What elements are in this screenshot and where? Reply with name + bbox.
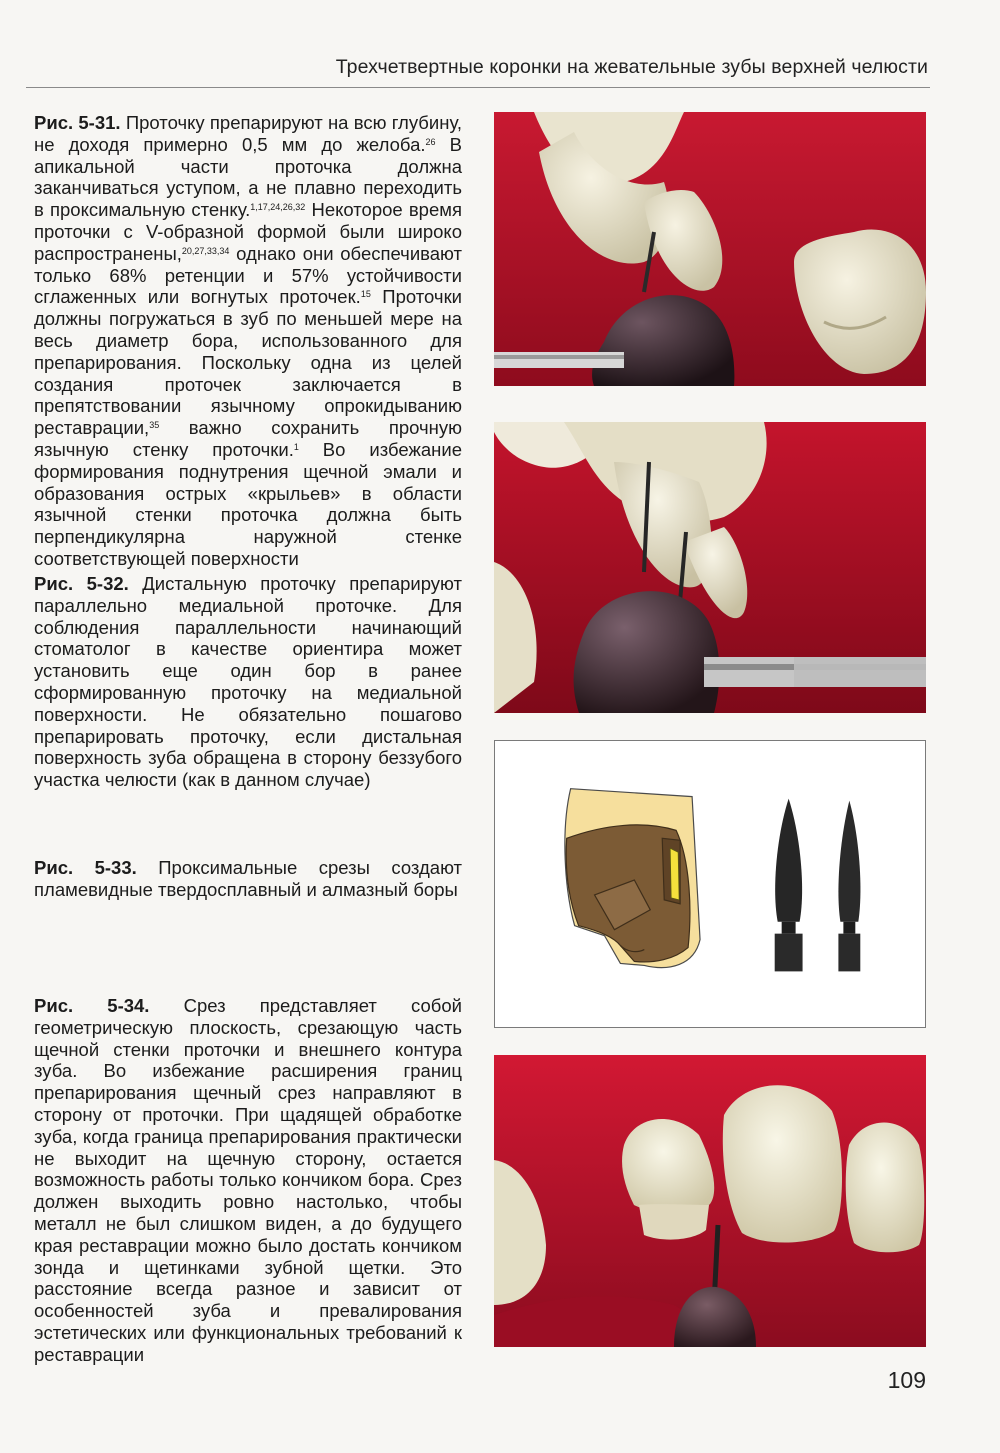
reference-superscript: 35: [149, 420, 160, 431]
caption-5-32: [34, 573, 462, 791]
caption-text: Проксимальные срезы создают пламевидные твердосплавный и алмазный боры: [34, 857, 463, 900]
figure-5-34-photo: [494, 1055, 926, 1347]
caption-body: [34, 995, 462, 1365]
figure-5-33-diagram: [494, 740, 926, 1028]
caption-label: Рис. 5-32.: [34, 573, 129, 594]
caption-5-33: [34, 857, 462, 901]
caption-text: Проточку препарируют на всю глубину, не доходя примерно 0,5 мм до желоба.: [34, 112, 462, 155]
caption-body: [34, 112, 462, 569]
reference-superscript: 1: [293, 441, 299, 452]
caption-label: Рис. 5-34.: [34, 995, 150, 1016]
caption-body: [34, 573, 462, 790]
reference-superscript: 1,17,24,26,32: [250, 202, 306, 213]
caption-label: Рис. 5-31.: [34, 112, 121, 133]
caption-5-31: [34, 112, 462, 570]
caption-text: Дистальную проточку препарируют параллельно медиальной проточке. Для соблюдения параллельности начинающий стоматолог в качестве ориентира может установить еще один бор в ранее сформированную проточку на медиальной поверхности. Не обязательно пошагово препарировать проточку, если дистальная поверхность зуба обращена в сторону беззубого участка челюсти (как в данном случае): [34, 573, 463, 791]
caption-text: Проточки должны погружаться в зуб по меньшей мере на весь диаметр бора, использованного для препарирования. Поскольку одна из целей создания проточек заключается в препятствовании язычному опрокидыванию реставрации,: [34, 286, 462, 439]
caption-text: Срез представляет собой геометрическую плоскость, срезающую часть щечной стенки проточки и внешнего контура зуба. Во избежание расширения границ препарирования щечный срез направляют в сторону от проточки. При щадящей обработке зуба, когда граница препарирования практически не выходит на щечную сторону, остается возможность работы только кончиком бора. Срез должен выходить ровно настолько, чтобы металл не был слишком виден, а до будущего края реставрации можно было достать кончиком зонда и щетинками зубной щетки. Это расстояние всегда разное и зависит от особенностей зуба и превалирования эстетических или функциональных требований к реставрации: [34, 995, 462, 1365]
caption-text: однако они обеспечивают только 68% ретенции и 57% устойчивости сглаженных или вогнутых проточек.: [34, 242, 462, 308]
caption-text: В апикальной части проточка должна заканчиваться уступом, а не плавно переходить в проксимальную стенку.: [34, 133, 462, 221]
header-rule: [26, 87, 930, 88]
caption-text: Некоторое время проточки с V-образной формой были широко распространены,: [34, 199, 462, 264]
caption-text: Во избежание формирования поднутрения щечной эмали и образования острых «крыльев» в области язычной стенки проточка должна быть перпендикулярна наружной стенке соответствующей поверхности: [34, 438, 462, 569]
reference-superscript: 15: [360, 289, 371, 300]
caption-5-34: [34, 995, 462, 1366]
reference-superscript: 26: [425, 136, 436, 147]
figure-5-31-photo: [494, 112, 926, 386]
caption-text: важно сохранить прочную язычную стенку проточки.: [34, 417, 462, 460]
page-number: 109: [887, 1367, 926, 1393]
running-head: [0, 0, 1000, 88]
running-head-title: Трехчетвертные коронки на жевательные зубы верхней челюсти: [335, 56, 928, 78]
reference-superscript: 20,27,33,34: [181, 245, 230, 256]
caption-label: Рис. 5-33.: [34, 857, 137, 878]
figure-5-32-photo: [494, 422, 926, 713]
